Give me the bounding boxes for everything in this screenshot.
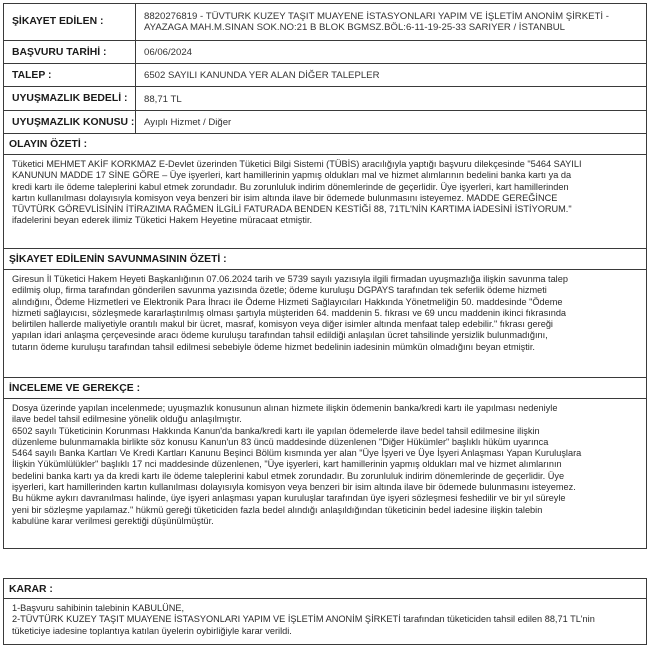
defense-line: hizmeti sağlayıcısı, sözleşmede kararlaştırılmış olması şartıyla müşteriden 64. maddenin 5. fıkrası ve 69 uncu maddenin ikinci fıkrasında <box>12 307 567 318</box>
review-line: yeni bir sözleşme yapılamaz." hükmü gereği tüketiciden fazla bedel alındığı anlaşıldığından tüketicinin bedel iadesine ilişkin talebin <box>12 504 543 515</box>
summary-line: Tüketici MEHMET AKİF KORKMAZ E-Devlet üzerinden Tüketici Bilgi Sistemi (TÜBİS) aracılığıyla yaptığı başvuru dilekçesinde "5464 SAYILI <box>12 159 582 169</box>
request-row <box>3 64 647 87</box>
complainant-label: ŞİKAYET EDİLEN : <box>4 4 136 40</box>
decision-document <box>3 3 649 646</box>
summary-line: kartın kullanılması dolayısıyla komisyon veya benzeri bir isim altında ilave bir ödemede bulunmasını isteyemez. MADDE GEREĞİNCE <box>12 192 558 203</box>
decision-body <box>3 599 647 645</box>
defense-line: Giresun İl Tüketici Hakem Heyeti Başkanlığının 07.06.2024 tarih ve 5739 sayılı yazısıyla ilgili firmadan uyuşmazlığa ilişkin savunma talep <box>12 274 568 284</box>
defense-body <box>3 270 647 378</box>
review-heading: İNCELEME VE GEREKÇE : <box>3 378 647 399</box>
defense-line: belirtilen hallerde maliyetiyle orantılı makul bir ücret, masraf, komisyon veya diğer isimler altında menfaat talep edebilir." fıkrası gereği <box>12 319 553 330</box>
review-line: düzenleme bulunmamakla birlikte söz konusu Kanun'un 83 üncü maddesinde düzenlenen "Diğer Hükümler" başlıklı hüküm uyarınca <box>12 436 549 447</box>
dispute-subject-label: UYUŞMAZLIK KONUSU : <box>4 111 136 133</box>
complainant-value <box>144 11 642 34</box>
dispute-subject-value: Ayıplı Hizmet / Diğer <box>144 117 232 128</box>
review-line: 6502 sayılı Tüketicinin Korunması Hakkında Kanun'da banka/kredi kartı ile yapılan ödemelerde ilave bedel tahsil edilmesine ilişkin <box>12 425 540 436</box>
complainant-line-2: AYAZAGA MAH.M.SINAN SOK.NO:21 B BLOK BGMSZ.BÖL:6-11-19-25-33 SARIYER / İSTANBUL <box>144 22 566 34</box>
review-line: bedelini banka kartı ya da kredi kartı ile ödeme taleplerini kabul etmek zorundadır. Bu zorunluluk indirim dönemlerinde de geçerlidir. Üye <box>12 470 565 481</box>
request-label: TALEP : <box>4 64 136 86</box>
summary-body <box>3 155 647 249</box>
dispute-amount-label: UYUŞMAZLIK BEDELİ : <box>4 87 136 110</box>
review-line: işyerleri, kart hamillerinden kartın kullanılması dolayısıyla komisyon veya benzeri bir isim altında ilave bir ödemede bulunmasını isteyemez. <box>12 482 576 493</box>
review-line: ilave bedel tahsil edilmesine yönelik olduğu anlaşılmıştır. <box>12 414 242 425</box>
summary-line: KANUNUN MADDE 17 SİNE GÖRE – Üye işyerleri, kart hamillerinin yapmış oldukları mal ve hizmet alımlarının bedelini banka kartı ya da <box>12 170 572 181</box>
defense-line: tutarın ödeme kuruluşu tarafından tahsil edilmesi sebebiyle ödeme hizmet bedelinin iadesinin mümkün olmadığını beyan etmiştir. <box>12 341 535 352</box>
request-value: 6502 SAYILI KANUNDA YER ALAN DİĞER TALEPLER <box>144 70 380 81</box>
review-line: Dosya üzerinde yapılan incelenmede; uyuşmazlık konusunun alınan hizmete ilişkin ödemenin banka/kredi kartı ile yapılması nedeniyle <box>12 403 558 413</box>
dispute-amount-value: 88,71 TL <box>144 94 182 105</box>
decision-heading: KARAR : <box>3 578 647 599</box>
application-date-row <box>3 41 647 64</box>
dispute-subject-row <box>3 111 647 134</box>
dispute-amount-row <box>3 87 647 111</box>
review-body <box>3 399 647 549</box>
defense-line: edilmiş olup, firma tarafından gönderilen savunma yazısında özetle; ödeme kuruluşu DGPAYS tarafından tek seferlik ödeme hizmeti <box>12 285 547 296</box>
application-date-value: 06/06/2024 <box>144 47 193 58</box>
defense-line: yapılan idari anlaşma çerçevesinde aracı ödeme kuruluşu tarafından tahsil edildiği anlaşılan ücret tahsilinde yersizlik bulunmadığını, <box>12 330 548 341</box>
summary-heading: OLAYIN ÖZETİ : <box>3 134 647 155</box>
application-date-label: BAŞVURU TARİHİ : <box>4 41 136 63</box>
defense-line: alındığını, Ödeme Hizmetleri ve Elektronik Para İhracı ile Ödeme Hizmeti Sağlayıcıları Hakkında Yönetmeliğin 50. maddesinde "Ödeme <box>12 296 563 307</box>
summary-line: kredi kartı ile ödeme taleplerini kabul etmek zorundadır. Bu zorunluluk indirim dönemlerinde de geçerlidir. Üye işyerleri, kart hamillerinden <box>12 181 569 192</box>
defense-heading: ŞİKAYET EDİLENİN SAVUNMASININ ÖZETİ : <box>3 249 647 270</box>
decision-line: tüketiciye iadesine toplantıya katılan üyelerin oybirliğiyle karar verildi. <box>12 625 292 636</box>
review-line: kabulüne karar verilmesi gerektiği düşünülmüştür. <box>12 515 214 526</box>
complainant-line-1: 8820276819 - TÜVTURK KUZEY TAŞIT MUAYENE İSTASYONLARI YAPIM VE İŞLETİM ANONİM ŞİRKETİ - <box>144 11 609 22</box>
decision-line: 1-Başvuru sahibinin talebinin KABULÜNE, <box>12 603 185 613</box>
summary-line: ifadelerini beyan ederek ilimiz Tüketici Hakem Heyetine müracaat etmiştir. <box>12 215 313 226</box>
complainant-row <box>3 3 647 41</box>
summary-line: TÜVTÜRK GÖREVLİSİNİN İTİRAZIMA RAĞMEN İLGİLİ FATURADA BENDEN KESTİĞİ 88, 71TL'NİN KARTIMA İADESİNİ İSTİYORUM." <box>12 204 572 215</box>
review-line: Bu hükme aykırı davranılması halinde, üye işyeri anlaşması yapan kuruluşlar tarafından üye işyeri sözleşmesi feshedilir ve bir yıl süreyle <box>12 493 566 504</box>
decision-line: 2-TÜVTÜRK KUZEY TAŞIT MUAYENE İSTASYONLARI YAPIM VE İŞLETİM ANONİM ŞİRKETİ tarafından tüketiciden tahsil edilen 88,71 TL'nin <box>12 614 595 625</box>
review-line: 5464 sayılı Banka Kartları Ve Kredi Kartları Kanunu Beşinci Bölüm kısmında yer alan "Üye İşyeri ve Üye İşyeri Anlaşması Yapan Kuruluşlara <box>12 448 582 459</box>
review-line: İlişkin Yükümlülükler" başlıklı 17 nci maddesinde düzenlenen, "Üye işyerleri, kart hamillerinin yapmış oldukları mal ve hizmet alımlarının <box>12 459 562 470</box>
